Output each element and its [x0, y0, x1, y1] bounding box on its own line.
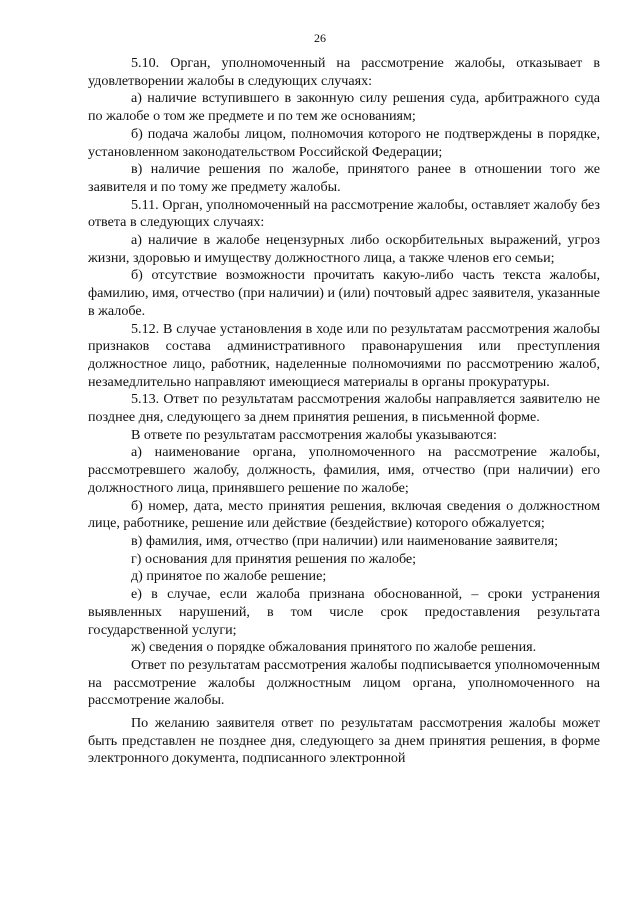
- list-item-a: а) наименование органа, уполномоченного на рассмотрение жалобы, рассмотревшего жалобу, должность, фамилия, имя, отчество (при наличии) его должностного лица, принявшего решение по жалобе;: [88, 444, 600, 496]
- document-body: [88, 55, 600, 768]
- list-item-e: е) в случае, если жалоба признана обоснованной, – сроки устранения выявленных нарушений, в том числе срок предоставления результата государственной услуги;: [88, 586, 600, 638]
- response-contents-intro: В ответе по результатам рассмотрения жалобы указываются:: [131, 426, 497, 443]
- list-item-b: б) подача жалобы лицом, полномочия которого не подтверждены в порядке, установленном законодательством Российской Федерации;: [88, 125, 600, 160]
- list-item-v: в) фамилия, имя, отчество (при наличии) или наименование заявителя;: [131, 532, 558, 549]
- paragraph-5-11: 5.11. Орган, уполномоченный на рассмотрение жалобы, оставляет жалобу без ответа в следующих случаях:: [88, 196, 600, 231]
- list-item-zh: ж) сведения о порядке обжалования принятого по жалобе решения.: [131, 639, 537, 656]
- paragraph-5-10: 5.10. Орган, уполномоченный на рассмотрение жалобы, отказывает в удовлетворении жалобы в следующих случаях:: [88, 55, 600, 89]
- list-item-b: б) отсутствие возможности прочитать какую-либо часть текста жалобы, фамилию, имя, отчество (при наличии) и (или) почтовый адрес заявителя, указанные в жалобе.: [88, 267, 601, 319]
- list-item-a: а) наличие вступившего в законную силу решения суда, арбитражного суда по жалобе о том же предмете и по тем же основаниям;: [88, 90, 600, 125]
- list-item-d: д) принятое по жалобе решение;: [131, 568, 327, 585]
- list-item-v: в) наличие решения по жалобе, принятого ранее в отношении того же заявителя и по тому же предмету жалобы.: [88, 161, 600, 195]
- page-number: 26: [314, 31, 326, 45]
- paragraph-5-13: 5.13. Ответ по результатам рассмотрения жалобы направляется заявителю не позднее дня, следующего за днем принятия решения, в письменной форме.: [88, 391, 600, 426]
- list-item-a: а) наличие в жалобе нецензурных либо оскорбительных выражений, угроз жизни, здоровью и имуществу должностного лица, а также членов его семьи;: [88, 232, 600, 266]
- signature-paragraph: Ответ по результатам рассмотрения жалобы подписывается уполномоченным на рассмотрение жалобы должностным лицом органа, уполномоченного на рассмотрение жалобы.: [88, 656, 600, 709]
- list-item-b: б) номер, дата, место принятия решения, включая сведения о должностном лице, работнике, решение или действие (бездействие) которого обжалуется;: [88, 497, 600, 532]
- list-item-g: г) основания для принятия решения по жалобе;: [131, 550, 417, 567]
- electronic-response-paragraph: По желанию заявителя ответ по результатам рассмотрения жалобы может быть представлен не позднее дня, следующего за днем принятия решения, в форме электронного документа, подписанного электронной: [88, 715, 600, 767]
- paragraph-5-12: 5.12. В случае установления в ходе или по результатам рассмотрения жалобы признаков состава административного правонарушения или преступления должностное лицо, работник, наделенные полномочиями по рассмотрению жалоб, незамедлительно направляют имеющиеся материалы в органы прокуратуры.: [88, 320, 600, 390]
